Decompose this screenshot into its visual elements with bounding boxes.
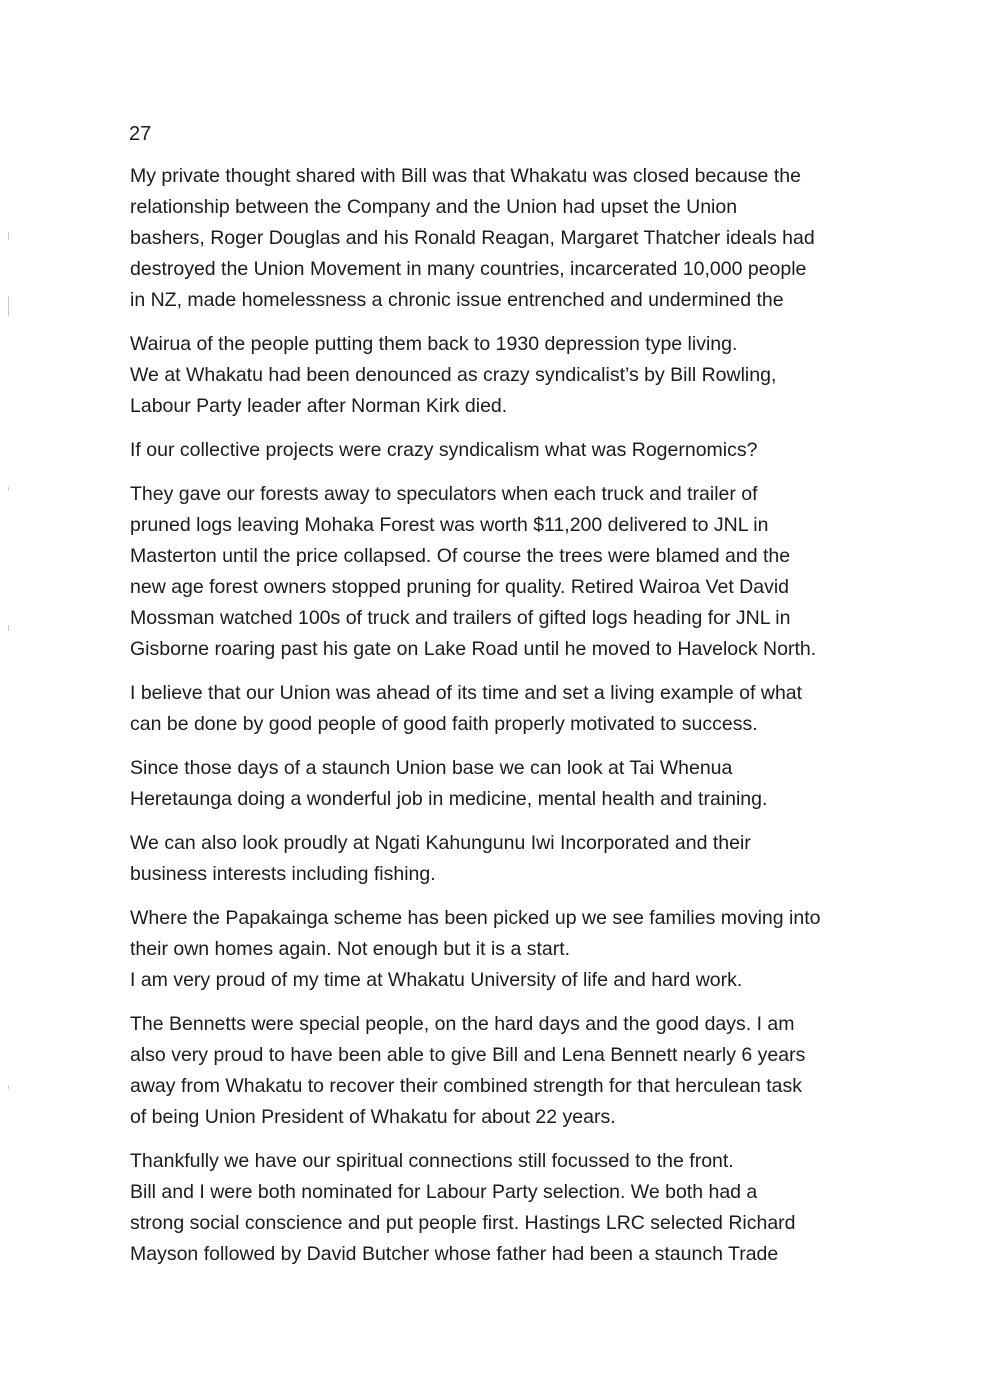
text-line: Where the Papakainga scheme has been picked up we see families moving into xyxy=(130,907,821,929)
text-line: We at Whakatu had been denounced as crazy syndicalist’s by Bill Rowling, xyxy=(130,364,777,386)
text-line: strong social conscience and put people first. Hastings LRC selected Richard xyxy=(130,1212,796,1234)
text-line: also very proud to have been able to give Bill and Lena Bennett nearly 6 years xyxy=(130,1044,806,1066)
text-line: Mayson followed by David Butcher whose father had been a staunch Trade xyxy=(130,1243,779,1265)
text-line: away from Whakatu to recover their combined strength for that herculean task xyxy=(130,1075,802,1097)
text-line: Masterton until the price collapsed. Of course the trees were blamed and the xyxy=(130,545,791,567)
text-line: If our collective projects were crazy syndicalism what was Rogernomics? xyxy=(130,439,758,461)
text-line: Heretaunga doing a wonderful job in medicine, mental health and training. xyxy=(130,788,768,810)
text-line: Since those days of a staunch Union base we can look at Tai Whenua xyxy=(130,757,733,779)
text-line: business interests including fishing. xyxy=(130,863,436,885)
text-line: I believe that our Union was ahead of its time and set a living example of what xyxy=(130,682,803,704)
text-line: bashers, Roger Douglas and his Ronald Reagan, Margaret Thatcher ideals had xyxy=(130,227,815,249)
text-line: Bill and I were both nominated for Labour Party selection. We both had a xyxy=(130,1181,758,1203)
scan-artifact xyxy=(8,487,9,491)
text-line: I am very proud of my time at Whakatu University of life and hard work. xyxy=(130,969,743,991)
scan-artifact xyxy=(8,296,9,316)
text-line: We can also look proudly at Ngati Kahungunu Iwi Incorporated and their xyxy=(130,832,751,854)
text-line: can be done by good people of good faith properly motivated to success. xyxy=(130,713,758,735)
text-line: in NZ, made homelessness a chronic issue entrenched and undermined the xyxy=(130,289,784,311)
page-number: 27 xyxy=(129,123,152,145)
text-line: My private thought shared with Bill was that Whakatu was closed because the xyxy=(130,165,801,187)
text-line: relationship between the Company and the Union had upset the Union xyxy=(130,196,738,218)
text-line: Labour Party leader after Norman Kirk died. xyxy=(130,395,508,417)
text-line: of being Union President of Whakatu for about 22 years. xyxy=(130,1106,616,1128)
scan-artifact xyxy=(8,625,9,631)
text-line: new age forest owners stopped pruning for quality. Retired Wairoa Vet David xyxy=(130,576,790,598)
text-line: Thankfully we have our spiritual connections still focussed to the front. xyxy=(130,1150,734,1172)
scan-artifact xyxy=(8,1085,9,1089)
text-line: The Bennetts were special people, on the hard days and the good days. I am xyxy=(130,1013,795,1035)
text-line: pruned logs leaving Mohaka Forest was worth $11,200 delivered to JNL in xyxy=(130,514,769,536)
text-line: Mossman watched 100s of truck and trailers of gifted logs heading for JNL in xyxy=(130,607,791,629)
text-line: destroyed the Union Movement in many countries, incarcerated 10,000 people xyxy=(130,258,807,280)
text-line: their own homes again. Not enough but it is a start. xyxy=(130,938,571,960)
text-line: Wairua of the people putting them back to 1930 depression type living. xyxy=(130,333,738,355)
scan-artifact xyxy=(8,232,9,240)
text-line: Gisborne roaring past his gate on Lake Road until he moved to Havelock North. xyxy=(130,638,817,660)
text-line: They gave our forests away to speculators when each truck and trailer of xyxy=(130,483,758,505)
